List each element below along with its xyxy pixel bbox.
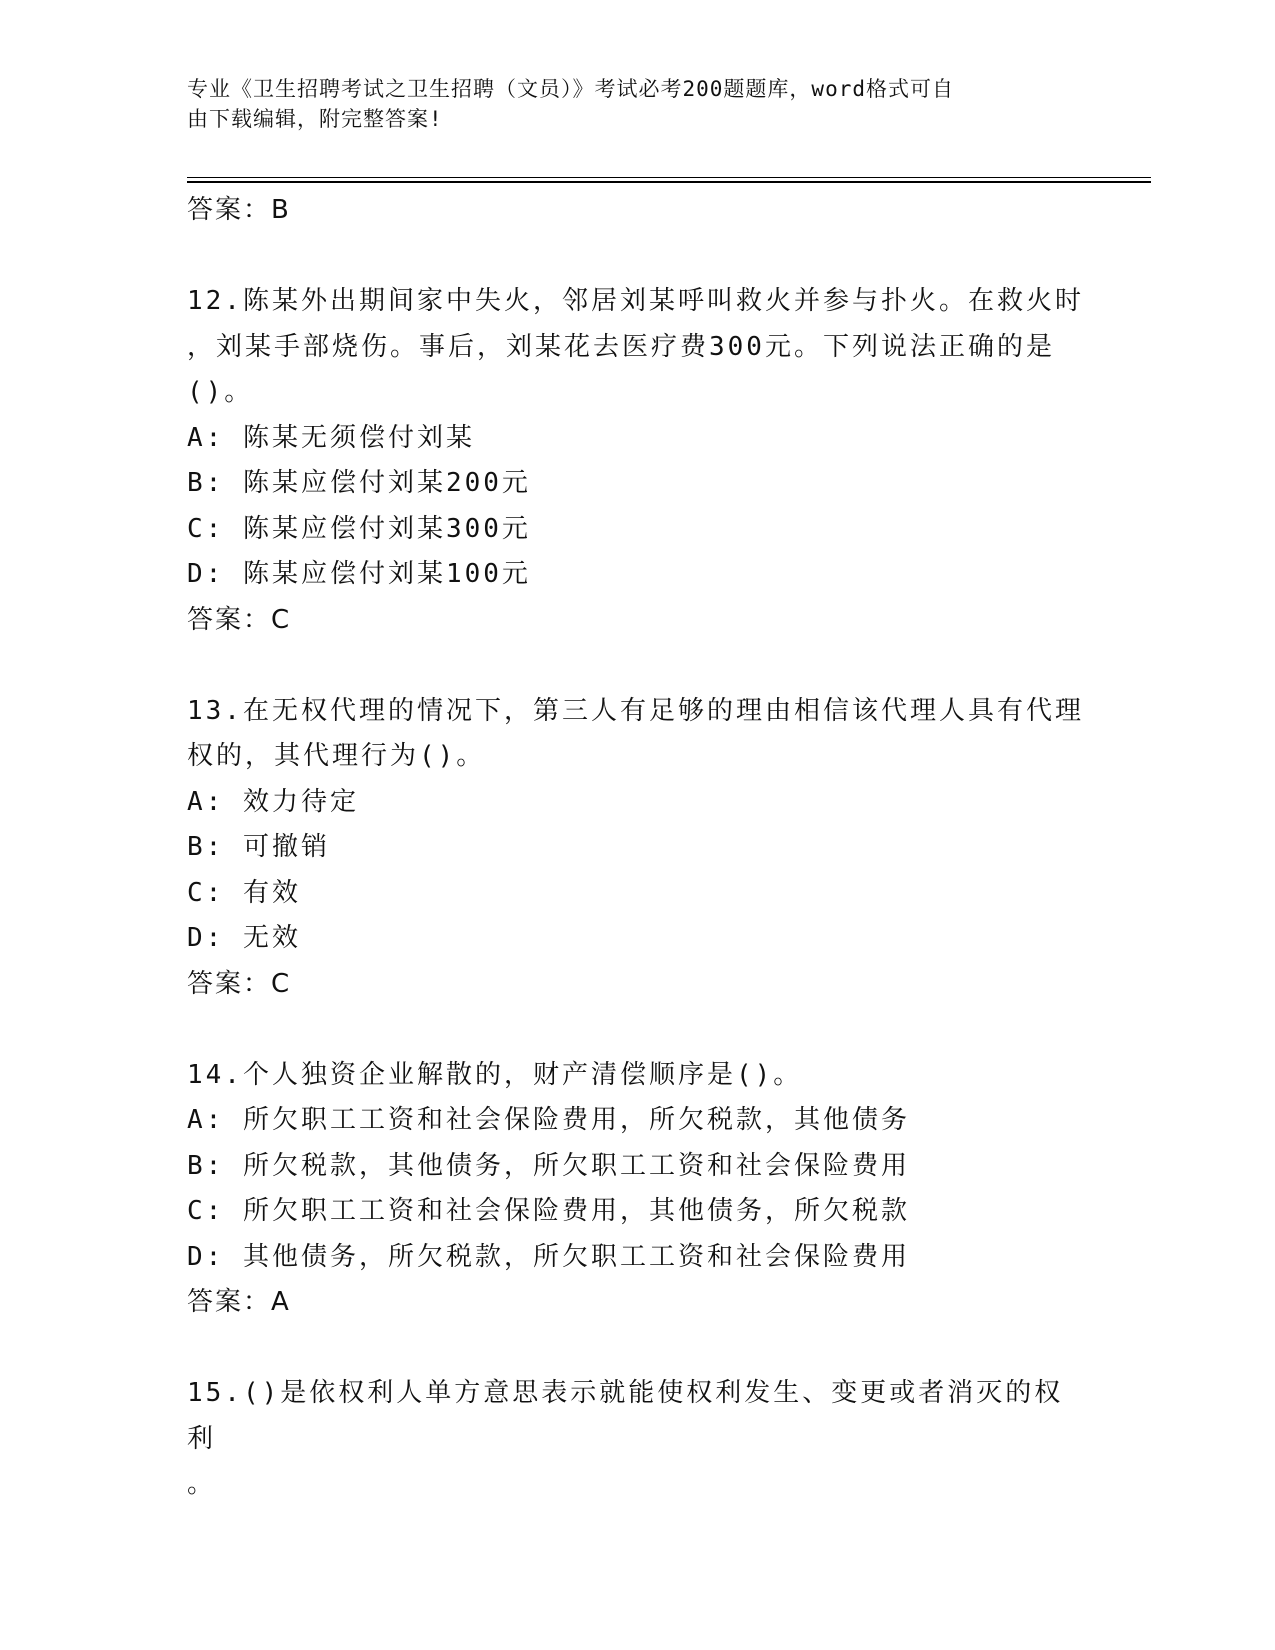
previous-answer: 答案：B — [187, 195, 291, 225]
option-b: B: 所欠税款，其他债务，所欠职工工资和社会保险费用 — [187, 1150, 910, 1181]
question-12 — [187, 279, 1087, 643]
option-c: C: 陈某应偿付刘某300元 — [187, 513, 531, 544]
option-d: D: 其他债务，所欠税款，所欠职工工资和社会保险费用 — [187, 1241, 910, 1272]
option-a: A: 陈某无须偿付刘某 — [187, 422, 475, 453]
option-b: B: 陈某应偿付刘某200元 — [187, 468, 531, 498]
question-stem-line: 权的，其代理行为()。 — [187, 741, 486, 771]
question-stem-line: ，刘某手部烧伤。事后，刘某花去医疗费300元。下列说法正确的是 — [187, 331, 1055, 362]
question-stem-line: 13.在无权代理的情况下，第三人有足够的理由相信该代理人具有代理 — [187, 695, 1084, 726]
question-15 — [187, 1371, 1087, 1508]
question-13 — [187, 689, 1087, 1008]
option-c: C: 所欠职工工资和社会保险费用，其他债务，所欠税款 — [187, 1196, 910, 1226]
question-stem-line: 14.个人独资企业解散的，财产清偿顺序是()。 — [187, 1059, 803, 1090]
option-d: D: 无效 — [187, 923, 301, 953]
header-rule-thick — [187, 181, 1151, 183]
page-header — [187, 74, 1067, 134]
question-stem-line: 12.陈某外出期间家中失火，邻居刘某呼叫救火并参与扑火。在救火时 — [187, 286, 1084, 316]
question-stem-line: ()。 — [187, 377, 254, 407]
option-a: A: 所欠职工工资和社会保险费用，所欠税款，其他债务 — [187, 1105, 910, 1135]
question-stem-line: 。 — [187, 1469, 217, 1499]
header-line-2: 由下载编辑，附完整答案! — [187, 107, 443, 131]
question-stem-line: 15.()是依权利人单方意思表示就能使权利发生、变更或者消灭的权利 — [187, 1378, 1064, 1454]
option-c: C: 有效 — [187, 877, 301, 908]
option-a: A: 效力待定 — [187, 786, 359, 817]
answer-label: 答案：A — [187, 1287, 291, 1317]
option-d: D: 陈某应偿付刘某100元 — [187, 559, 531, 589]
answer-label: 答案：C — [187, 968, 292, 999]
answer-label: 答案：C — [187, 604, 292, 635]
option-b: B: 可撤销 — [187, 832, 330, 862]
question-list — [187, 188, 1087, 1508]
header-line-1: 专业《卫生招聘考试之卫生招聘（文员）》考试必考200题题库，word格式可自 — [187, 77, 954, 101]
header-rule-thin — [187, 177, 1151, 178]
question-14 — [187, 1053, 1087, 1326]
